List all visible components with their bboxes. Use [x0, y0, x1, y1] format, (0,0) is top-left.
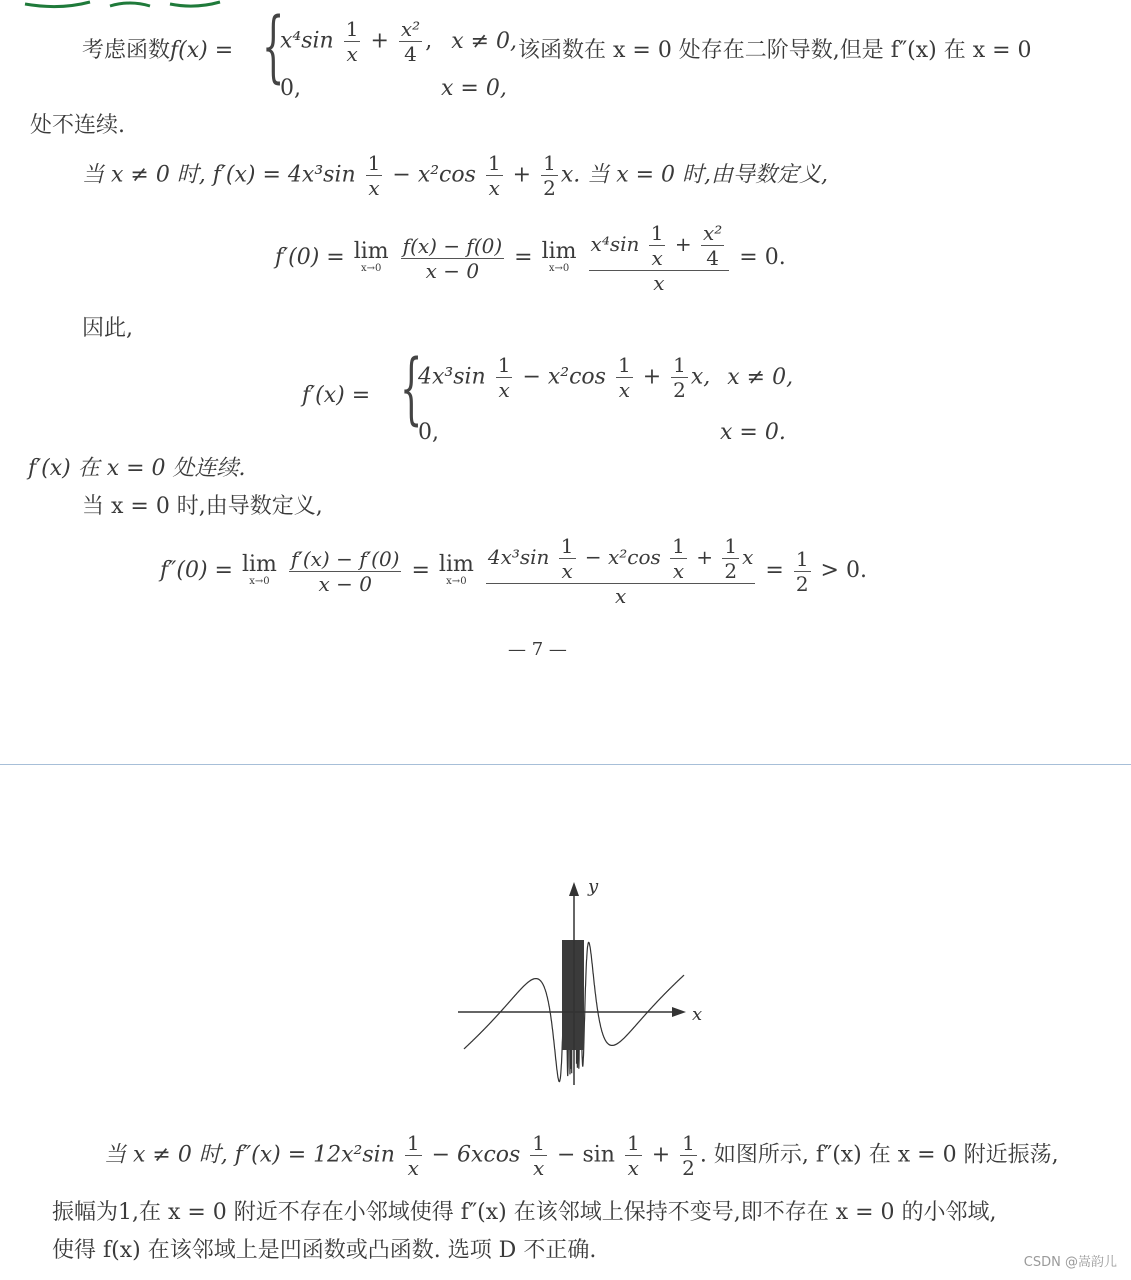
- intro-suffix: 该函数在 x = 0 处存在二阶导数,但是 f″(x) 在 x = 0: [518, 38, 1032, 63]
- intro-case2: 0,: [280, 76, 301, 101]
- continuity-statement: f′(x) 在 x = 0 处连续.: [28, 456, 246, 481]
- section-divider: [0, 764, 1131, 765]
- x-axis-label: x: [692, 1004, 703, 1025]
- dense-oscillation-band: [562, 940, 584, 1050]
- fprime-case1: 4x³sin $\frac{1}{x}$ − x²cos $\frac{1}{x}$ + $\frac{1}{2}$ x, x ≠ 0,: [418, 353, 794, 402]
- final-line-1: 当 x ≠ 0 时, f″(x) = 12x²sin $\frac{1}{x}$ − 6xcos $\frac{1}{x}$ − sin $\frac{1}{x}$ + $\frac{1}{2}$ . 如图所示, f″(x) 在 x = 0 附近振荡,: [104, 1131, 1059, 1180]
- watermark: CSDN @嵩韵儿: [1023, 1255, 1117, 1270]
- final-line-2: 振幅为1,在 x = 0 附近不存在小邻域使得 f″(x) 在该邻域上保持不变号,即不存在 x = 0 的小邻域,: [52, 1200, 997, 1225]
- fprime-lhs: f′(x) =: [302, 383, 371, 408]
- x-axis-arrow: [672, 1007, 686, 1017]
- oscillation-figure: [440, 870, 730, 1100]
- page-number: — 7 —: [508, 639, 567, 660]
- fprime-case2: 0,: [418, 420, 439, 445]
- y-axis-label: y: [588, 876, 599, 897]
- derivative-line: 当 x ≠ 0 时, f′(x) = 4x³sin $\frac{1}{x}$ − x²cos $\frac{1}{x}$ + $\frac{1}{2}$ x. 当 x = 0 时,由导数定义,: [82, 151, 829, 200]
- intro-case1: x⁴sin $\frac{1}{x}$ + $\frac{\text{x²}}{4}$ , x ≠ 0,: [280, 17, 518, 66]
- equation-fprime-zero: f′(0) = lim x→0 $\frac{f(x) - f(0)}{x - 0}$ = lim x→0 x⁴sin $\frac{1}{x}$ + $\frac{\text{x²}}{4}$ x = 0.: [275, 221, 786, 295]
- handwriting-mark: [20, 0, 240, 10]
- fprime-case2-cond: x = 0.: [720, 420, 786, 445]
- intro-brace: {: [262, 2, 285, 92]
- y-axis-arrow: [569, 882, 579, 896]
- intro-prefix: 考虑函数f(x) =: [82, 38, 234, 63]
- intro-case2-cond: x = 0,: [441, 76, 507, 101]
- final-line-3: 使得 f(x) 在该邻域上是凹函数或凸函数. 选项 D 不正确.: [52, 1238, 597, 1263]
- fprime-brace: {: [400, 344, 423, 434]
- second-derivative-intro: 当 x = 0 时,由导数定义,: [82, 494, 323, 519]
- equation-fdoubleprime-zero: f″(0) = lim x→0 $\frac{f'(x) - f'(0)}{x - 0}$ = lim x→0 4x³sin $\frac{1}{x}$ − x²cos $\frac{1}{x}$ + $\frac{1}{2}$ x x = $\frac{1}{2}$ > 0.: [160, 534, 867, 608]
- therefore-label: 因此,: [82, 316, 133, 341]
- intro-line2: 处不连续.: [30, 113, 125, 138]
